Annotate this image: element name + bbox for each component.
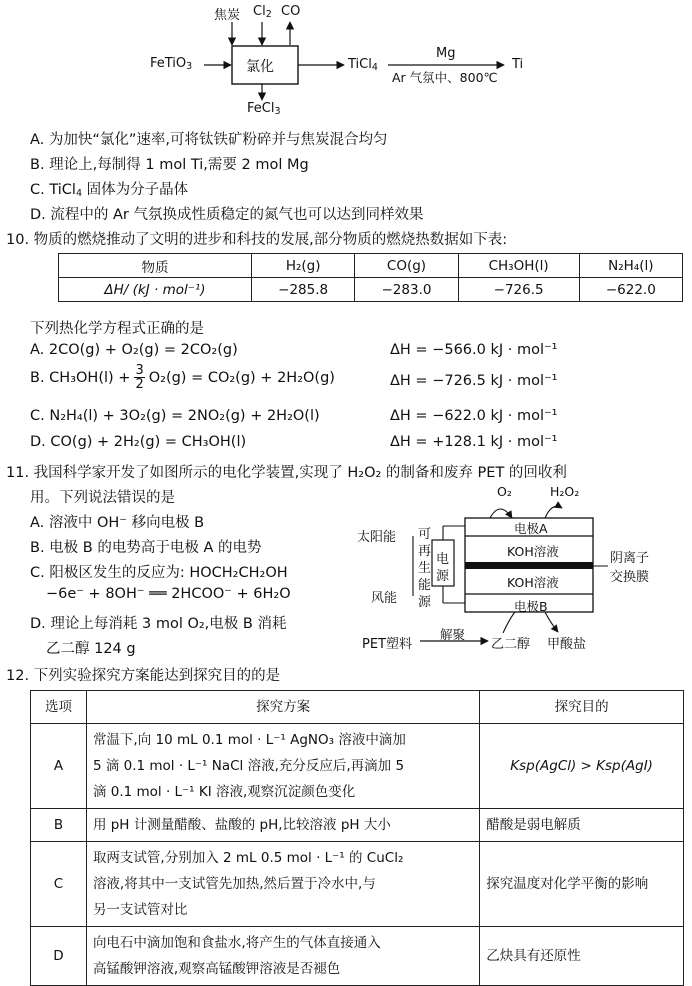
goal-cell: Ksp(AgCl) > Ksp(AgI) <box>480 724 684 809</box>
q11-option-c-cont: −6e⁻ + 8OH⁻ ══ 2HCOO⁻ + 6H₂O <box>46 586 291 602</box>
char: 电 <box>436 552 450 567</box>
q11-option-d: D. 理论上每消耗 3 mol O₂,电极 B 消耗 <box>30 616 287 632</box>
q9-option-b: B. 理论上,每制得 1 mol Ti,需要 2 mol Mg <box>30 157 309 173</box>
q11-option-d-cont: 乙二醇 124 g <box>46 641 136 657</box>
q10-option-d-eq: D. CO(g) + 2H₂(g) = CH₃OH(l) <box>30 434 247 450</box>
goal-cell: 醋酸是弱电解质 <box>480 809 684 842</box>
table-cell: H₂(g) <box>251 254 354 278</box>
q11-option-c: C. 阳极区发生的反应为: HOCH₂CH₂OH <box>30 565 288 581</box>
q9-option-d: D. 流程中的 Ar 气氛换成性质稳定的氮气也可以达到同样效果 <box>30 207 424 223</box>
q10-option-d-dh: ΔH = +128.1 kJ · mol⁻¹ <box>390 434 558 450</box>
numerator: 3 <box>135 363 144 378</box>
q10-combustion-table <box>58 253 683 302</box>
eq-part: O₂(g) = CO₂(g) + 2H₂O(g) <box>148 369 335 386</box>
coke-label: 焦炭 <box>214 8 241 23</box>
plan-line: 5 滴 0.1 mol · L⁻¹ NaCl 溶液,充分反应后,再滴加 5 <box>92 758 405 774</box>
wind-label: 风能 <box>371 591 398 606</box>
table-row <box>31 842 684 927</box>
q10-option-a-eq: A. 2CO(g) + O₂(g) = 2CO₂(g) <box>30 342 238 358</box>
q10-question: 下列热化学方程式正确的是 <box>30 321 204 337</box>
formate-label: 甲酸盐 <box>547 637 587 652</box>
table-row <box>31 691 684 724</box>
fraction <box>134 364 144 391</box>
q12-stem: 12. 下列实验探究方案能达到探究目的的是 <box>6 668 281 684</box>
table-row <box>59 254 683 278</box>
membrane-label <box>610 549 649 587</box>
electrode-a-label: 电极A <box>514 521 548 536</box>
eq-part: B. CH₃OH(l) + <box>30 369 131 386</box>
h2o2-label: H₂O₂ <box>550 484 580 499</box>
q10-option-b-dh: ΔH = −726.5 kJ · mol⁻¹ <box>390 373 558 389</box>
denominator: 2 <box>135 377 144 392</box>
plan-line: 向电石中滴加饱和食盐水,将产生的气体直接通入 <box>92 935 381 951</box>
fecl3-label: FeCl$_3$ <box>247 101 281 117</box>
plan-cell <box>86 724 479 809</box>
char: 源 <box>436 569 450 584</box>
option-cell: D <box>31 927 87 986</box>
table-cell: −285.8 <box>251 278 354 302</box>
chlorine-label: $Cl_2$ <box>253 4 272 20</box>
q10-option-a-dh: ΔH = −566.0 kJ · mol⁻¹ <box>390 342 558 358</box>
table-row <box>31 724 684 809</box>
q10-option-b-eq <box>30 364 335 391</box>
o2-label: O₂ <box>497 484 512 499</box>
char: 可 <box>418 527 432 542</box>
table-row <box>59 278 683 302</box>
table-cell: −726.5 <box>458 278 579 302</box>
depolymerize-label: 解聚 <box>440 627 466 642</box>
q10-option-c-dh: ΔH = −622.0 kJ · mol⁻¹ <box>390 408 558 424</box>
plan-line: 另一支试管对比 <box>92 902 188 918</box>
char: 生 <box>418 561 432 576</box>
char: 源 <box>418 595 432 610</box>
plan-line: 常温下,向 10 mL 0.1 mol · L⁻¹ AgNO₃ 溶液中滴加 <box>92 732 406 748</box>
q11-stem-line2: 用。下列说法错误的是 <box>30 490 175 506</box>
option-cell: C <box>31 842 87 927</box>
table-cell: N₂H₄(l) <box>579 254 682 278</box>
plan-line: 用 pH 计测量醋酸、盐酸的 pH,比较溶液 pH 大小 <box>92 817 391 833</box>
co-label: CO <box>281 4 301 19</box>
table-cell: −283.0 <box>355 278 458 302</box>
q11-option-b: B. 电极 B 的电势高于电极 A 的电势 <box>30 540 262 556</box>
plan-line: 高锰酸钾溶液,观察高锰酸钾溶液是否褪色 <box>92 961 341 977</box>
electrode-b-label: 电极B <box>514 599 548 614</box>
q10-option-c-eq: C. N₂H₄(l) + 3O₂(g) = 2NO₂(g) + 2H₂O(l) <box>30 408 320 424</box>
plan-line: 溶液,将其中一支试管先加热,然后置于冷水中,与 <box>92 876 376 892</box>
table-row <box>31 927 684 986</box>
ti-label: Ti <box>512 57 524 72</box>
table-header-cell: 探究目的 <box>480 691 684 724</box>
table-header-cell: 探究方案 <box>86 691 479 724</box>
plan-cell <box>86 927 479 986</box>
feed-label: FeTiO$_3$ <box>150 56 193 72</box>
pet-label: PET塑料 <box>362 637 412 652</box>
char: 能 <box>418 578 432 593</box>
chlorination-label: 氯化 <box>246 59 274 75</box>
glycol-label: 乙二醇 <box>491 637 531 652</box>
option-cell: A <box>31 724 87 809</box>
table-cell: ΔH/ (kJ · mol⁻¹) <box>59 278 252 302</box>
char: 再 <box>418 544 432 559</box>
koh-bottom-label: KOH溶液 <box>507 575 559 590</box>
q9-option-a: A. 为加快“氯化”速率,可将钛铁矿粉碎并与焦炭混合均匀 <box>30 132 388 148</box>
goal-cell: 探究温度对化学平衡的影响 <box>480 842 684 927</box>
table-header-cell: 选项 <box>31 691 87 724</box>
table-cell: 物质 <box>59 254 252 278</box>
solar-label: 太阳能 <box>357 530 397 545</box>
q10-stem: 10. 物质的燃烧推动了文明的进步和科技的发展,部分物质的燃烧热数据如下表: <box>6 232 508 248</box>
membrane-line: 交换膜 <box>610 570 650 585</box>
goal-cell: 乙炔具有还原性 <box>480 927 684 986</box>
q11-option-a: A. 溶液中 OH⁻ 移向电极 B <box>30 515 205 531</box>
membrane-line: 阴离子 <box>610 551 650 566</box>
mg-label: Mg <box>436 46 456 61</box>
plan-cell <box>86 809 479 842</box>
plan-cell <box>86 842 479 927</box>
table-row <box>31 809 684 842</box>
flow-arrows <box>0 0 692 130</box>
table-cell: CO(g) <box>355 254 458 278</box>
condition-label: Ar 气氛中、800℃ <box>392 70 498 85</box>
q9-option-c: C. TiCl$_4$ 固体为分子晶体 <box>30 182 189 199</box>
power-source-label <box>436 551 450 585</box>
q11-stem-line1: 11. 我国科学家开发了如图所示的电化学装置,实现了 H₂O₂ 的制备和废弃 PET 的回收利 <box>6 465 567 481</box>
plan-line: 滴 0.1 mol · L⁻¹ KI 溶液,观察沉淀颜色变化 <box>92 784 356 800</box>
plan-line: 取两支试管,分别加入 2 mL 0.5 mol · L⁻¹ 的 CuCl₂ <box>92 850 404 866</box>
table-cell: CH₃OH(l) <box>458 254 579 278</box>
option-cell: B <box>31 809 87 842</box>
renewable-label <box>418 526 432 611</box>
koh-top-label: KOH溶液 <box>507 544 559 559</box>
q12-experiment-table <box>30 690 684 986</box>
ticl4-label: TiCl$_4$ <box>348 57 378 73</box>
table-cell: −622.0 <box>579 278 682 302</box>
